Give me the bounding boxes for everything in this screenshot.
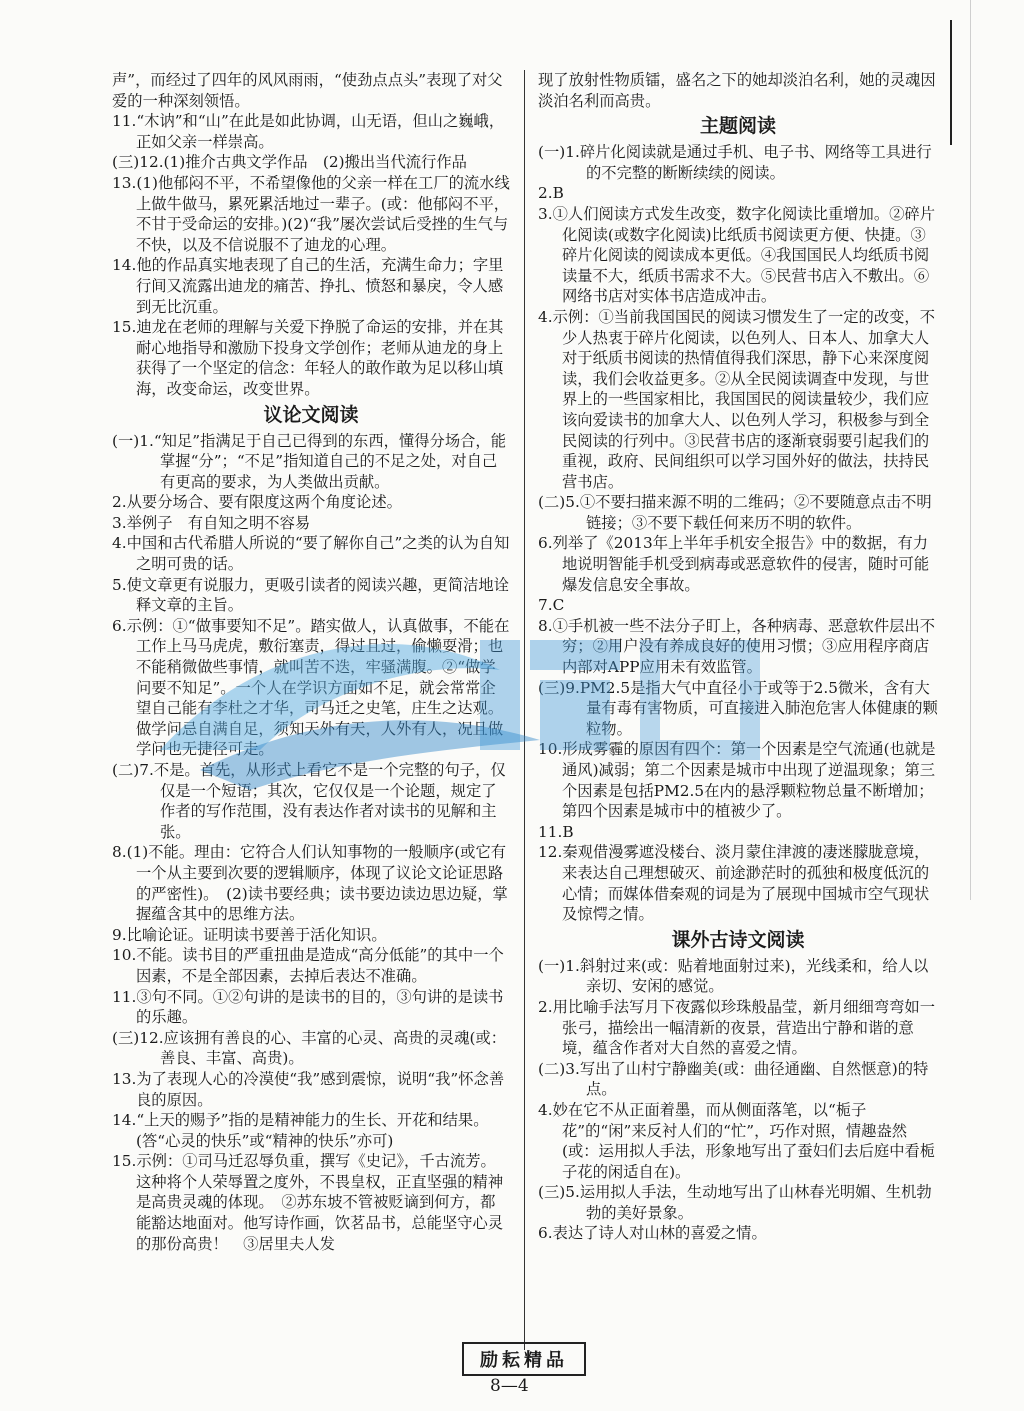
answer-item: 10.不能。读书目的严重扭曲是造成“高分低能”的其中一个因素，不是全部因素，去掉后表达不准确。 <box>112 946 504 985</box>
right-column <box>538 70 938 1244</box>
answer-item: (二)7.不是。首先，从形式上看它不是一个完整的句子，仅仅是一个短语；其次，它仅仅是一个论题，规定了作者的写作范围，没有表达作者对读书的见解和主张。 <box>112 761 506 841</box>
section-heading: 课外古诗文阅读 <box>671 928 805 951</box>
answer-item: 7.C <box>538 596 565 615</box>
answer-item: (三)12.应该拥有善良的心、丰富的心灵、高贵的灵魂(或：善良、丰富、高贵)。 <box>112 1028 507 1068</box>
answer-item: 11.③句不同。①②句讲的是读书的目的，③句讲的是读书的乐趣。 <box>112 987 504 1027</box>
answer-item: 6.列举了《2013年上半年手机安全报告》中的数据，有力地说明智能手机受到病毒或恶意软件的侵害，随时可能爆发信息安全事故。 <box>538 534 930 594</box>
answer-item: 2.用比喻手法写月下夜露似珍珠般晶莹，新月细细弯弯如一张弓，描绘出一幅清新的夜景，营造出宁静和谐的意境，蕴含作者对大自然的喜爱之情。 <box>538 997 936 1058</box>
scan-artifact-line <box>950 20 952 145</box>
answer-item: (三)5.运用拟人手法，生动地写出了山林春光明媚、生机勃勃的美好景象。 <box>538 1183 932 1222</box>
answer-item: (二)5.①不要扫描来源不明的二维码；②不要随意点击不明链接；③不要下载任何来历不明的软件。 <box>538 493 932 532</box>
answer-item: 11.“木讷”和“山”在此是如此协调，山无语，但山之巍峨，正如父亲一样崇高。 <box>112 112 505 151</box>
answer-item: 8.①手机被一些不法分子盯上，各种病毒、恶意软件层出不穷；②用户没有养成良好的使用习惯；③应用程序商店内部对APP应用未有效监管。 <box>538 616 936 677</box>
answer-item: (三)9.PM2.5是指大气中直径小于或等于2.5微米，含有大量有毒有害物质，可直接进入肺泡危害人体健康的颗粒物。 <box>538 678 938 738</box>
section-heading: 议论文阅读 <box>263 403 359 426</box>
section-heading: 主题阅读 <box>699 115 776 138</box>
answer-item: 11.B <box>538 822 574 841</box>
answer-item: 2.从要分场合、要有限度这两个角度论述。 <box>112 493 402 512</box>
scan-margin-line <box>970 0 971 900</box>
answer-item: 13.为了表现人心的冷漠使“我”感到震惊，说明“我”怀念善良的原因。 <box>112 1069 505 1109</box>
answer-item: 15.示例：①司马迁忍辱负重，撰写《史记》，千古流芳。这种将个人荣辱置之度外，不畏皇权，正直坚强的精神是高贵灵魂的体现。 ②苏东坡不管被贬谪到何方，都能豁达地面对。他写诗作画，饮茗品书，总能坚守心灵的那份高贵！ ③居里夫人发 <box>112 1152 504 1253</box>
answer-item: 声”，而经过了四年的风风雨雨，“使劲点点头”表现了对父爱的一种深刻领悟。 <box>112 71 503 110</box>
left-column <box>112 70 510 1254</box>
answer-item: (一)1.斜射过来(或：贴着地面射过来)，光线柔和，给人以亲切、安闲的感觉。 <box>538 956 929 996</box>
answer-item: 14.他的作品真实地表现了自己的生活，充满生命力；字里行间又流露出迪龙的痛苦、挣扎、愤怒和暴戾，令人感到无比沉重。 <box>112 256 504 316</box>
answer-item: 2.B <box>538 184 564 203</box>
answer-item: (一)1.碎片化阅读就是通过手机、电子书、网络等工具进行的不完整的断断续续的阅读。 <box>538 143 932 182</box>
answer-item: 3.举例子 有自知之明不容易 <box>112 513 311 532</box>
answer-item: 15.迪龙在老师的理解与关爱下挣脱了命运的安排，并在其耐心地指导和激励下投身文学创作；老师从迪龙的身上获得了一个坚定的信念：年轻人的敢作敢为足以移山填海，改变命运，改变世界。 <box>112 318 504 398</box>
answer-item: 4.中国和古代希腊人所说的“要了解你自己”之类的认为自知之明可贵的话。 <box>112 534 510 574</box>
page-number: 8—4 <box>490 1376 529 1396</box>
answer-item: 12.秦观借漫雾遮没楼台、淡月蒙住津渡的凄迷朦胧意境，来表达自己理想破灭、前途渺茫时的孤独和极度低沉的心情；而媒体借秦观的词是为了展现中国城市空气现状及惊愕之情。 <box>538 843 930 924</box>
answer-item: 13.(1)他郁闷不平，不希望像他的父亲一样在工厂的流水线上做牛做马，累死累活地过一辈子。(或：他郁闷不平，不甘于受命运的安排。)(2)“我”屡次尝试后受挫的生气与不快，以及不信说服不了迪龙的心理。 <box>112 173 510 254</box>
answer-item: 4.妙在它不从正面着墨，而从侧面落笔，以“栀子花”的“闲”来反衬人们的“忙”，巧作对照，情趣盎然(或：运用拟人手法，形象地写出了蚕妇们去后庭中看栀子花的闲适自在)。 <box>538 1100 936 1181</box>
answer-item: (三)12.(1)推介古典文学作品 (2)搬出当代流行作品 <box>112 153 467 172</box>
answer-item: 现了放射性物质镭，盛名之下的她却淡泊名利，她的灵魂因淡泊名利而高贵。 <box>538 71 936 110</box>
answer-item: 5.使文章更有说服力，更吸引读者的阅读兴趣，更简洁地诠释文章的主旨。 <box>112 575 510 615</box>
answer-item: (一)1.“知足”指满足于自己已得到的东西，懂得分场合，能掌握“分”；“不足”指知道自己的不足之处，对自己有更高的要求，为人类做出贡献。 <box>112 431 507 491</box>
answer-item: (二)3.写出了山村宁静幽美(或：曲径通幽、自然惬意)的特点。 <box>538 1059 929 1099</box>
answer-item: 6.表达了诗人对山林的喜爱之情。 <box>538 1224 767 1243</box>
answer-item: 6.示例：①“做事要知不足”。踏实做人，认真做事，不能在工作上马马虎虎，敷衍塞责，得过且过，偷懒耍滑；也不能稍微做些事情，就叫苦不迭，牢骚满腹。②“做学问要不知足”。一个人在学识方面如不足，就会常常企望自己能有李杜之才华，司马迁之史笔，庄生之达观。做学问忌自满自足，须知天外有天，人外有人，况且做学问也无捷径可走。 <box>112 616 510 759</box>
answer-item: 10.形成雾霾的原因有四个：第一个因素是空气流通(也就是通风)减弱；第二个因素是城市中出现了逆温现象；第三个因素是包括PM2.5在内的悬浮颗粒物总量不断增加；第四个因素是城市中的植被少了。 <box>538 740 936 821</box>
answer-item: 14.“上天的赐予”指的是精神能力的生长、开花和结果。(答“心灵的快乐”或“精神的快乐”亦可) <box>112 1111 489 1150</box>
column-divider <box>524 70 525 1350</box>
answer-item: 8.(1)不能。理由：它符合人们认知事物的一般顺序(或它有一个从主要到次要的逻辑顺序，体现了议论文论证思路的严密性)。 (2)读书要经典；读书要边读边思边疑，掌握蕴含其中的思维方法。 <box>112 843 508 924</box>
footer-brand-logo: 励耘精品 <box>462 1342 586 1376</box>
answer-item: 9.比喻论证。证明读书要善于活化知识。 <box>112 925 387 944</box>
answer-item: 3.①人们阅读方式发生改变，数字化阅读比重增加。②碎片化阅读(或数字化阅读)比纸质书阅读更方便、快捷。③碎片化阅读的阅读成本更低。④我国国民人均纸质书阅读量不大，纸质书需求不大。⑤民营书店入不敷出。⑥网络书店对实体书店造成冲击。 <box>538 204 936 306</box>
answer-item: 4.示例：①当前我国国民的阅读习惯发生了一定的改变，不少人热衷于碎片化阅读，以色列人、日本人、加拿大人对于纸质书阅读的热情值得我们深思，静下心来深度阅读，我们会收益更多。②从全民阅读调查中发现，与世界上的一些国家相比，我国国民的阅读量较少，我们应该向爱读书的加拿大人、以色列人学习，积极参与到全民阅读的行列中。③民营书店的逐渐衰弱要引起我们的重视，政府、民间组织可以学习国外好的做法，扶持民营书店。 <box>538 307 936 491</box>
